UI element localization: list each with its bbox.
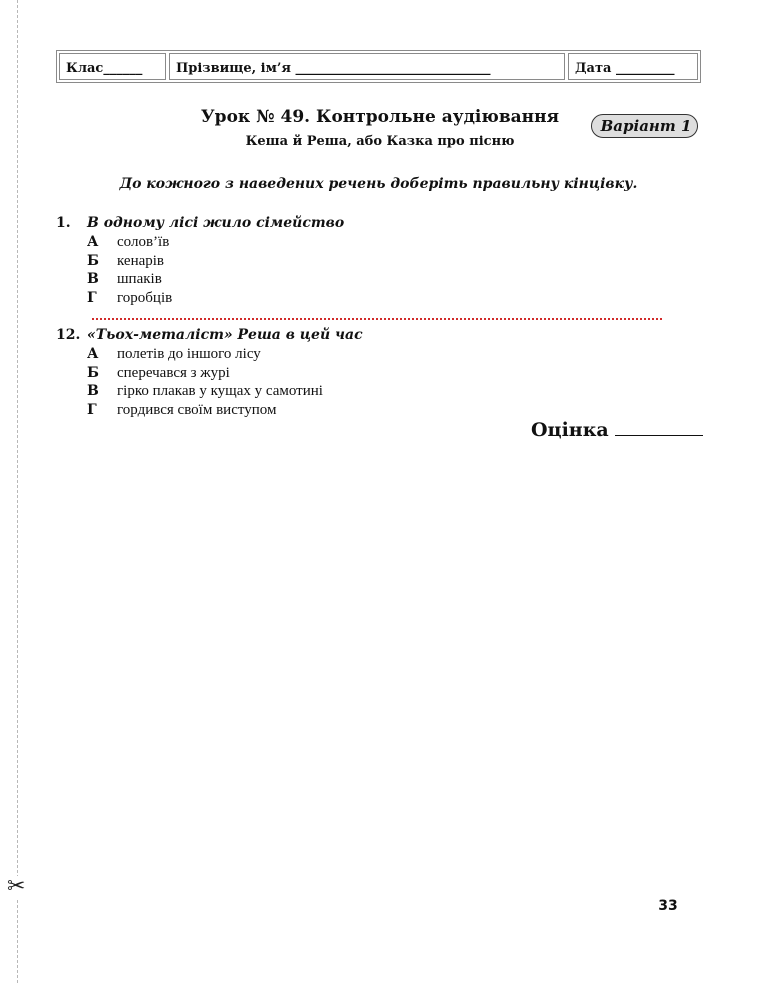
option-text: шпаків — [117, 271, 162, 288]
option-text: полетів до іншого лісу — [117, 346, 261, 362]
class-field[interactable]: Клас______ — [59, 53, 166, 80]
answer-option-v[interactable] — [56, 382, 676, 401]
option-letter: В — [87, 383, 99, 400]
answer-option-v[interactable] — [56, 270, 676, 289]
option-letter: Г — [87, 402, 97, 419]
question-text: В одному лісі жило сімейство — [87, 215, 345, 231]
answer-option-b[interactable] — [56, 252, 676, 271]
instruction-text: До кожного з наведених речень доберіть правильну кінцівку. — [119, 176, 638, 192]
cut-line — [17, 0, 18, 983]
grade-label: Оцінка — [531, 419, 609, 441]
option-text: гордився своїм виступом — [117, 402, 277, 419]
option-text: сперечався з журі — [117, 364, 230, 381]
option-text: гірко плакав у кущах у самотині — [117, 383, 323, 400]
date-field[interactable]: Дата _________ — [568, 53, 698, 80]
page-title: Урок № 49. Контрольне аудіювання — [200, 107, 560, 127]
grade-input-line[interactable] — [615, 421, 703, 436]
answer-option-h[interactable] — [56, 401, 676, 420]
grade-field — [531, 419, 703, 441]
answer-option-b[interactable] — [56, 364, 676, 383]
option-letter: Г — [87, 290, 97, 307]
option-text: солов’їв — [117, 234, 170, 250]
page-subtitle: Кеша й Реша, або Казка про пісню — [245, 134, 515, 149]
answer-option-h[interactable] — [56, 289, 676, 308]
variant-badge: Варіант 1 — [591, 114, 698, 138]
option-letter: Б — [87, 252, 99, 269]
option-letter: А — [87, 346, 99, 362]
question-12 — [56, 325, 676, 420]
student-info-table — [56, 50, 701, 83]
option-text: кенарів — [117, 252, 165, 269]
name-field[interactable]: Прізвище, ім’я ______________________________ — [169, 53, 565, 80]
question-number: 12. — [56, 327, 81, 343]
option-letter: А — [87, 234, 99, 250]
question-text: «Тьох-металіст» Реша в цей час — [87, 327, 363, 343]
page-number: 33 — [658, 898, 678, 914]
answer-option-a[interactable] — [56, 345, 676, 364]
option-letter: Б — [87, 364, 99, 381]
answer-option-a[interactable] — [56, 233, 676, 252]
section-divider — [92, 318, 662, 320]
option-letter: В — [87, 271, 99, 288]
scissors-icon: ✂ — [7, 874, 26, 899]
question-number: 1. — [56, 215, 71, 231]
question-1 — [56, 213, 676, 308]
option-text: горобців — [117, 290, 173, 307]
